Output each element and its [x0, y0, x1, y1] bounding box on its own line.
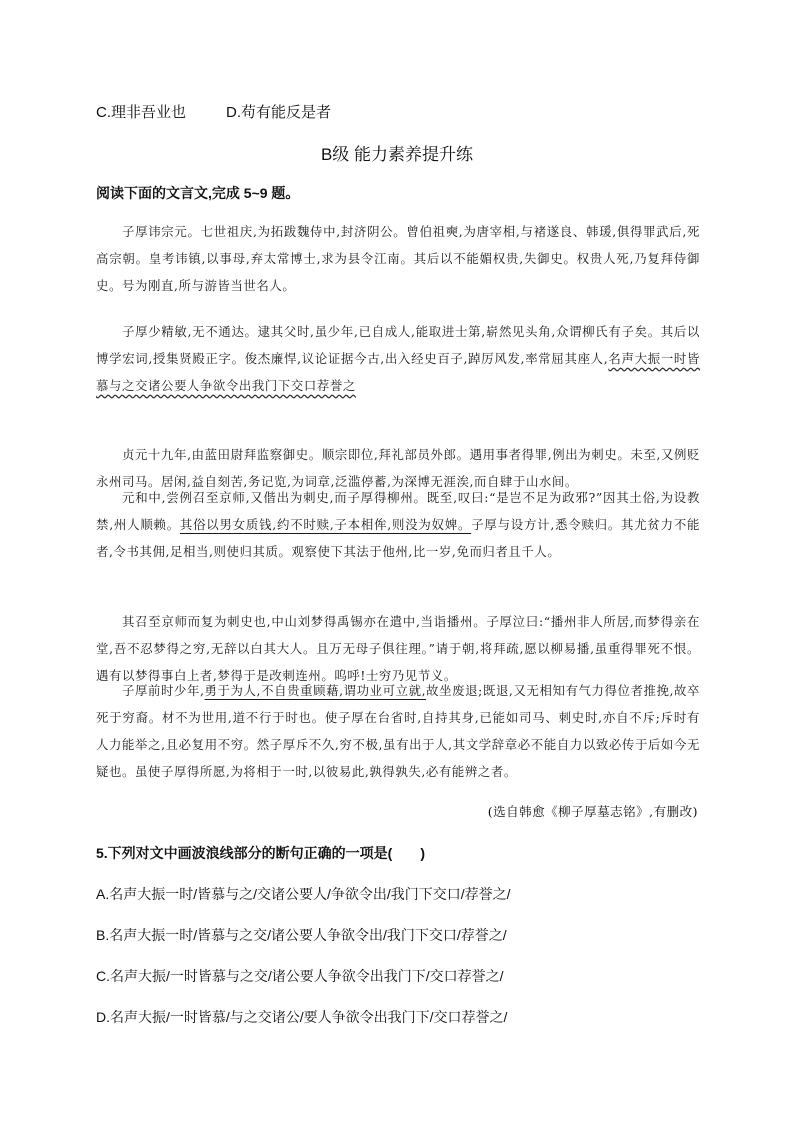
passage-paragraph-4: [96, 484, 700, 565]
passage-paragraph-3: 贞元十九年,由蓝田尉拜监察御史。顺宗即位,拜礼部员外郎。遇用事者得罪,例出为刺史。未至,又例贬永州司马。居闲,益自刻苦,务记览,为词章,泛滥停蓄,为深博无涯涘,而自肆于山水间。: [96, 447, 700, 489]
source-citation: (选自韩愈《柳子厚墓志铭》,有删改): [487, 804, 698, 819]
wavy-underlined-sentence: 名声大振一时皆慕与之交诸公要人争欲令出我门下交口荐誉之: [96, 351, 701, 393]
passage-paragraph-2: [96, 318, 700, 399]
paragraph-4-text-a: 元和中,尝例召至京师,又偕出为刺史,而子厚得柳州。既至,叹曰:“是岂不足为政邪?”因其土俗,为设教禁,州人顺赖。: [96, 490, 700, 532]
paragraph-2-text: 子厚少精敏,无不通达。逮其父时,虽少年,已自成人,能取进士第,崭然见头角,众谓柳氏有子矣。其后以博学宏词,授集贤殿正字。俊杰廉悍,议论证据今古,出入经史百子,踔厉风发,率常屈其座人,: [96, 324, 700, 366]
passage-paragraph-1: 子厚讳宗元。七世祖庆,为拓跋魏侍中,封济阴公。曾伯祖奭,为唐宰相,与褚遂良、韩瑗,俱得罪武后,死高宗朝。皇考讳镇,以事母,弃太常博士,求为县令江南。其后以不能媚权贵,失御史。权贵人死,乃复拜侍御史。号为刚直,所与游皆当世名人。: [96, 224, 700, 293]
underlined-sentence-1: 其俗以男女质钱,约不时赎,子本相侔,则没为奴婢。: [179, 517, 472, 532]
previous-question-options: [96, 101, 331, 122]
paragraph-6-text-a: 子厚前时少年,: [122, 683, 205, 698]
paragraph-6-text-b: 故坐废退;既退,又无相知有气力得位者推挽,故卒死于穷裔。材不为世用,道不行于时也。使子厚在台省时,自持其身,已能如司马、刺史时,亦自不斥;斥时有人力能举之,且必复用不穷。然子厚斥不久,穷不极,虽有出于人,其文学辞章必不能自力以致必传于后如今无疑也。虽使子厚得所愿,为将相于一时,以彼易此,孰得孰失,必有能辨之者。: [96, 683, 700, 779]
passage-paragraph-6: [96, 677, 700, 785]
section-title: B级 能力素养提升练: [320, 145, 474, 164]
question-5-stem: 5.下列对文中画波浪线部分的断句正确的一项是( ): [96, 845, 425, 861]
question-5-option-d: D.名声大振/一时皆慕/与之交诸公/要人争欲令出我门下/交口荐誉之/: [96, 1009, 508, 1025]
passage-paragraph-5: 其召至京师而复为刺史也,中山刘梦得禹锡亦在遣中,当诣播州。子厚泣曰:“播州非人所居,而梦得亲在堂,吾不忍梦得之穷,无辞以白其大人。且万无母子俱往理。”请于朝,将拜疏,愿以柳易播,虽重得罪死不恨。遇有以梦得事白上者,梦得于是改刺连州。呜呼!士穷乃见节义。: [96, 614, 700, 683]
question-5-option-b: B.名声大振一时/皆慕与之交/诸公要人争欲令出/我门下交口/荐誉之/: [96, 927, 507, 943]
reading-instruction: 阅读下面的文言文,完成 5~9 题。: [96, 185, 300, 201]
question-5-option-c: C.名声大振/一时皆慕与之交/诸公要人争欲令出我门下/交口荐誉之/: [96, 968, 504, 984]
option-c-previous: C.理非吾业也: [96, 104, 187, 121]
option-d-previous: D.苟有能反是者: [226, 104, 332, 121]
underlined-sentence-2: 勇于为人,不自贵重顾藉,谓功业可立就,: [204, 683, 427, 698]
question-5-option-a: A.名声大振一时/皆慕与之/交诸公要人/争欲令出/我门下交口/荐誉之/: [96, 886, 511, 902]
paragraph-4-text-b: 子厚与设方计,悉令赎归。其尤贫力不能者,令书其佣,足相当,则使归其质。观察使下其法于他州,比一岁,免而归者且千人。: [96, 517, 701, 559]
